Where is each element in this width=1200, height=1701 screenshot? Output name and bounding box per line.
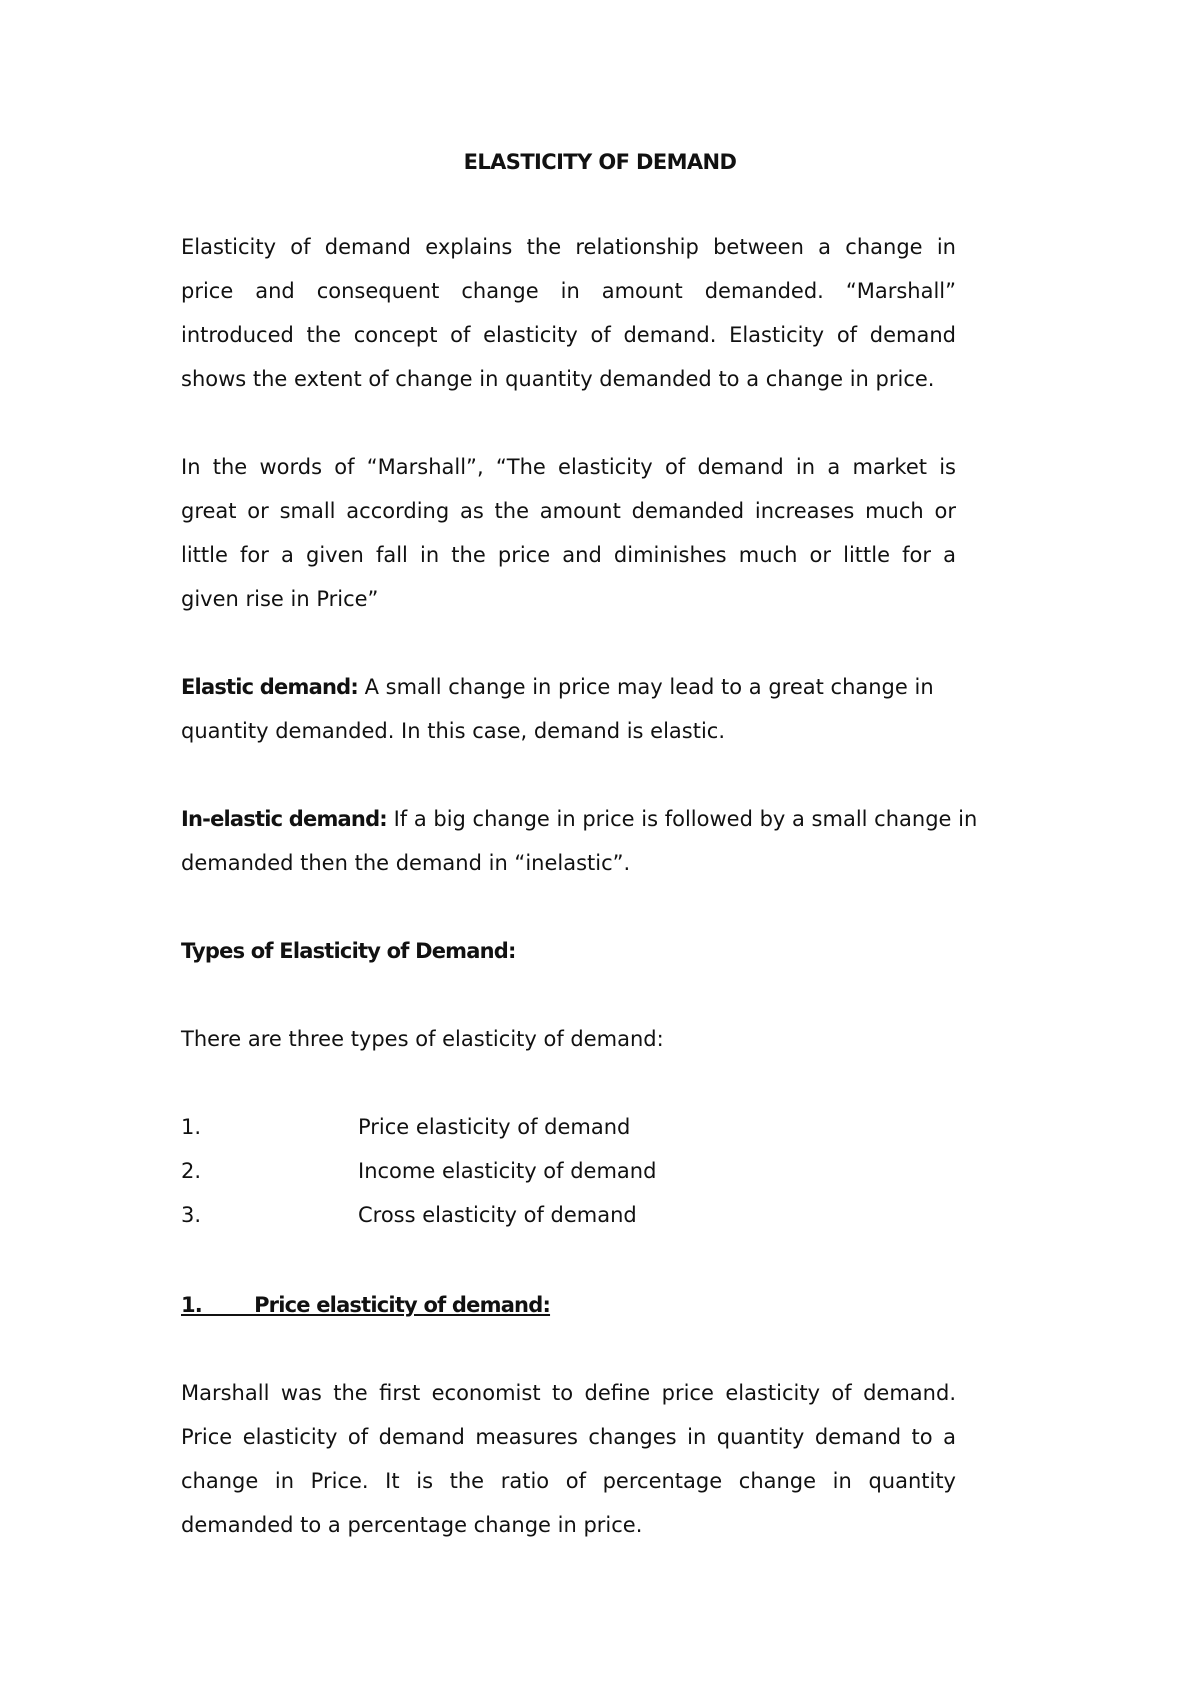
para2-line-1: In the words of “Marshall”, “The elasticity of demand in a market is [181,455,956,479]
para2-line-4: given rise in Price” [181,587,379,611]
para1-line-2: price and consequent change in amount demanded. “Marshall” [181,279,956,303]
section-heading-price-elasticity: 1. Price elasticity of demand: [181,1293,551,1317]
para2-line-2: great or small according as the amount demanded increases much or [181,499,956,523]
page-title: ELASTICITY OF DEMAND [463,150,737,174]
section1-line-1: Marshall was the first economist to define price elasticity of demand. [181,1381,956,1405]
list-item-number: 3. [181,1203,202,1227]
elastic-demand-label: Elastic demand: [181,675,358,699]
inelastic-demand-line-2: demanded then the demand in “inelastic”. [181,851,631,875]
para1-line-4: shows the extent of change in quantity demanded to a change in price. [181,367,935,391]
elastic-demand-text: A small change in price may lead to a great change in [357,675,934,699]
list-item-number: 1. [181,1115,202,1139]
list-item-number: 2. [181,1159,202,1183]
para2-line-3: little for a given fall in the price and diminishes much or little for a [181,543,956,567]
types-intro: There are three types of elasticity of demand: [181,1027,664,1051]
list-item-text: Cross elasticity of demand [358,1203,637,1227]
para1-line-1: Elasticity of demand explains the relationship between a change in [181,235,956,259]
para1-line-3: introduced the concept of elasticity of demand. Elasticity of demand [181,323,956,347]
elastic-demand-line-1 [181,672,956,702]
inelastic-demand-label: In-elastic demand: [181,807,387,831]
section1-line-2: Price elasticity of demand measures changes in quantity demand to a [181,1425,956,1449]
list-item-text: Price elasticity of demand [358,1115,631,1139]
inelastic-demand-line-1 [181,804,1023,834]
section1-line-3: change in Price. It is the ratio of percentage change in quantity [181,1469,956,1493]
types-heading: Types of Elasticity of Demand: [181,939,516,963]
list-item-text: Income elasticity of demand [358,1159,657,1183]
inelastic-demand-text: If a big change in price is followed by a small change in [386,807,978,831]
section1-line-4: demanded to a percentage change in price. [181,1513,643,1537]
elastic-demand-line-2: quantity demanded. In this case, demand is elastic. [181,719,726,743]
